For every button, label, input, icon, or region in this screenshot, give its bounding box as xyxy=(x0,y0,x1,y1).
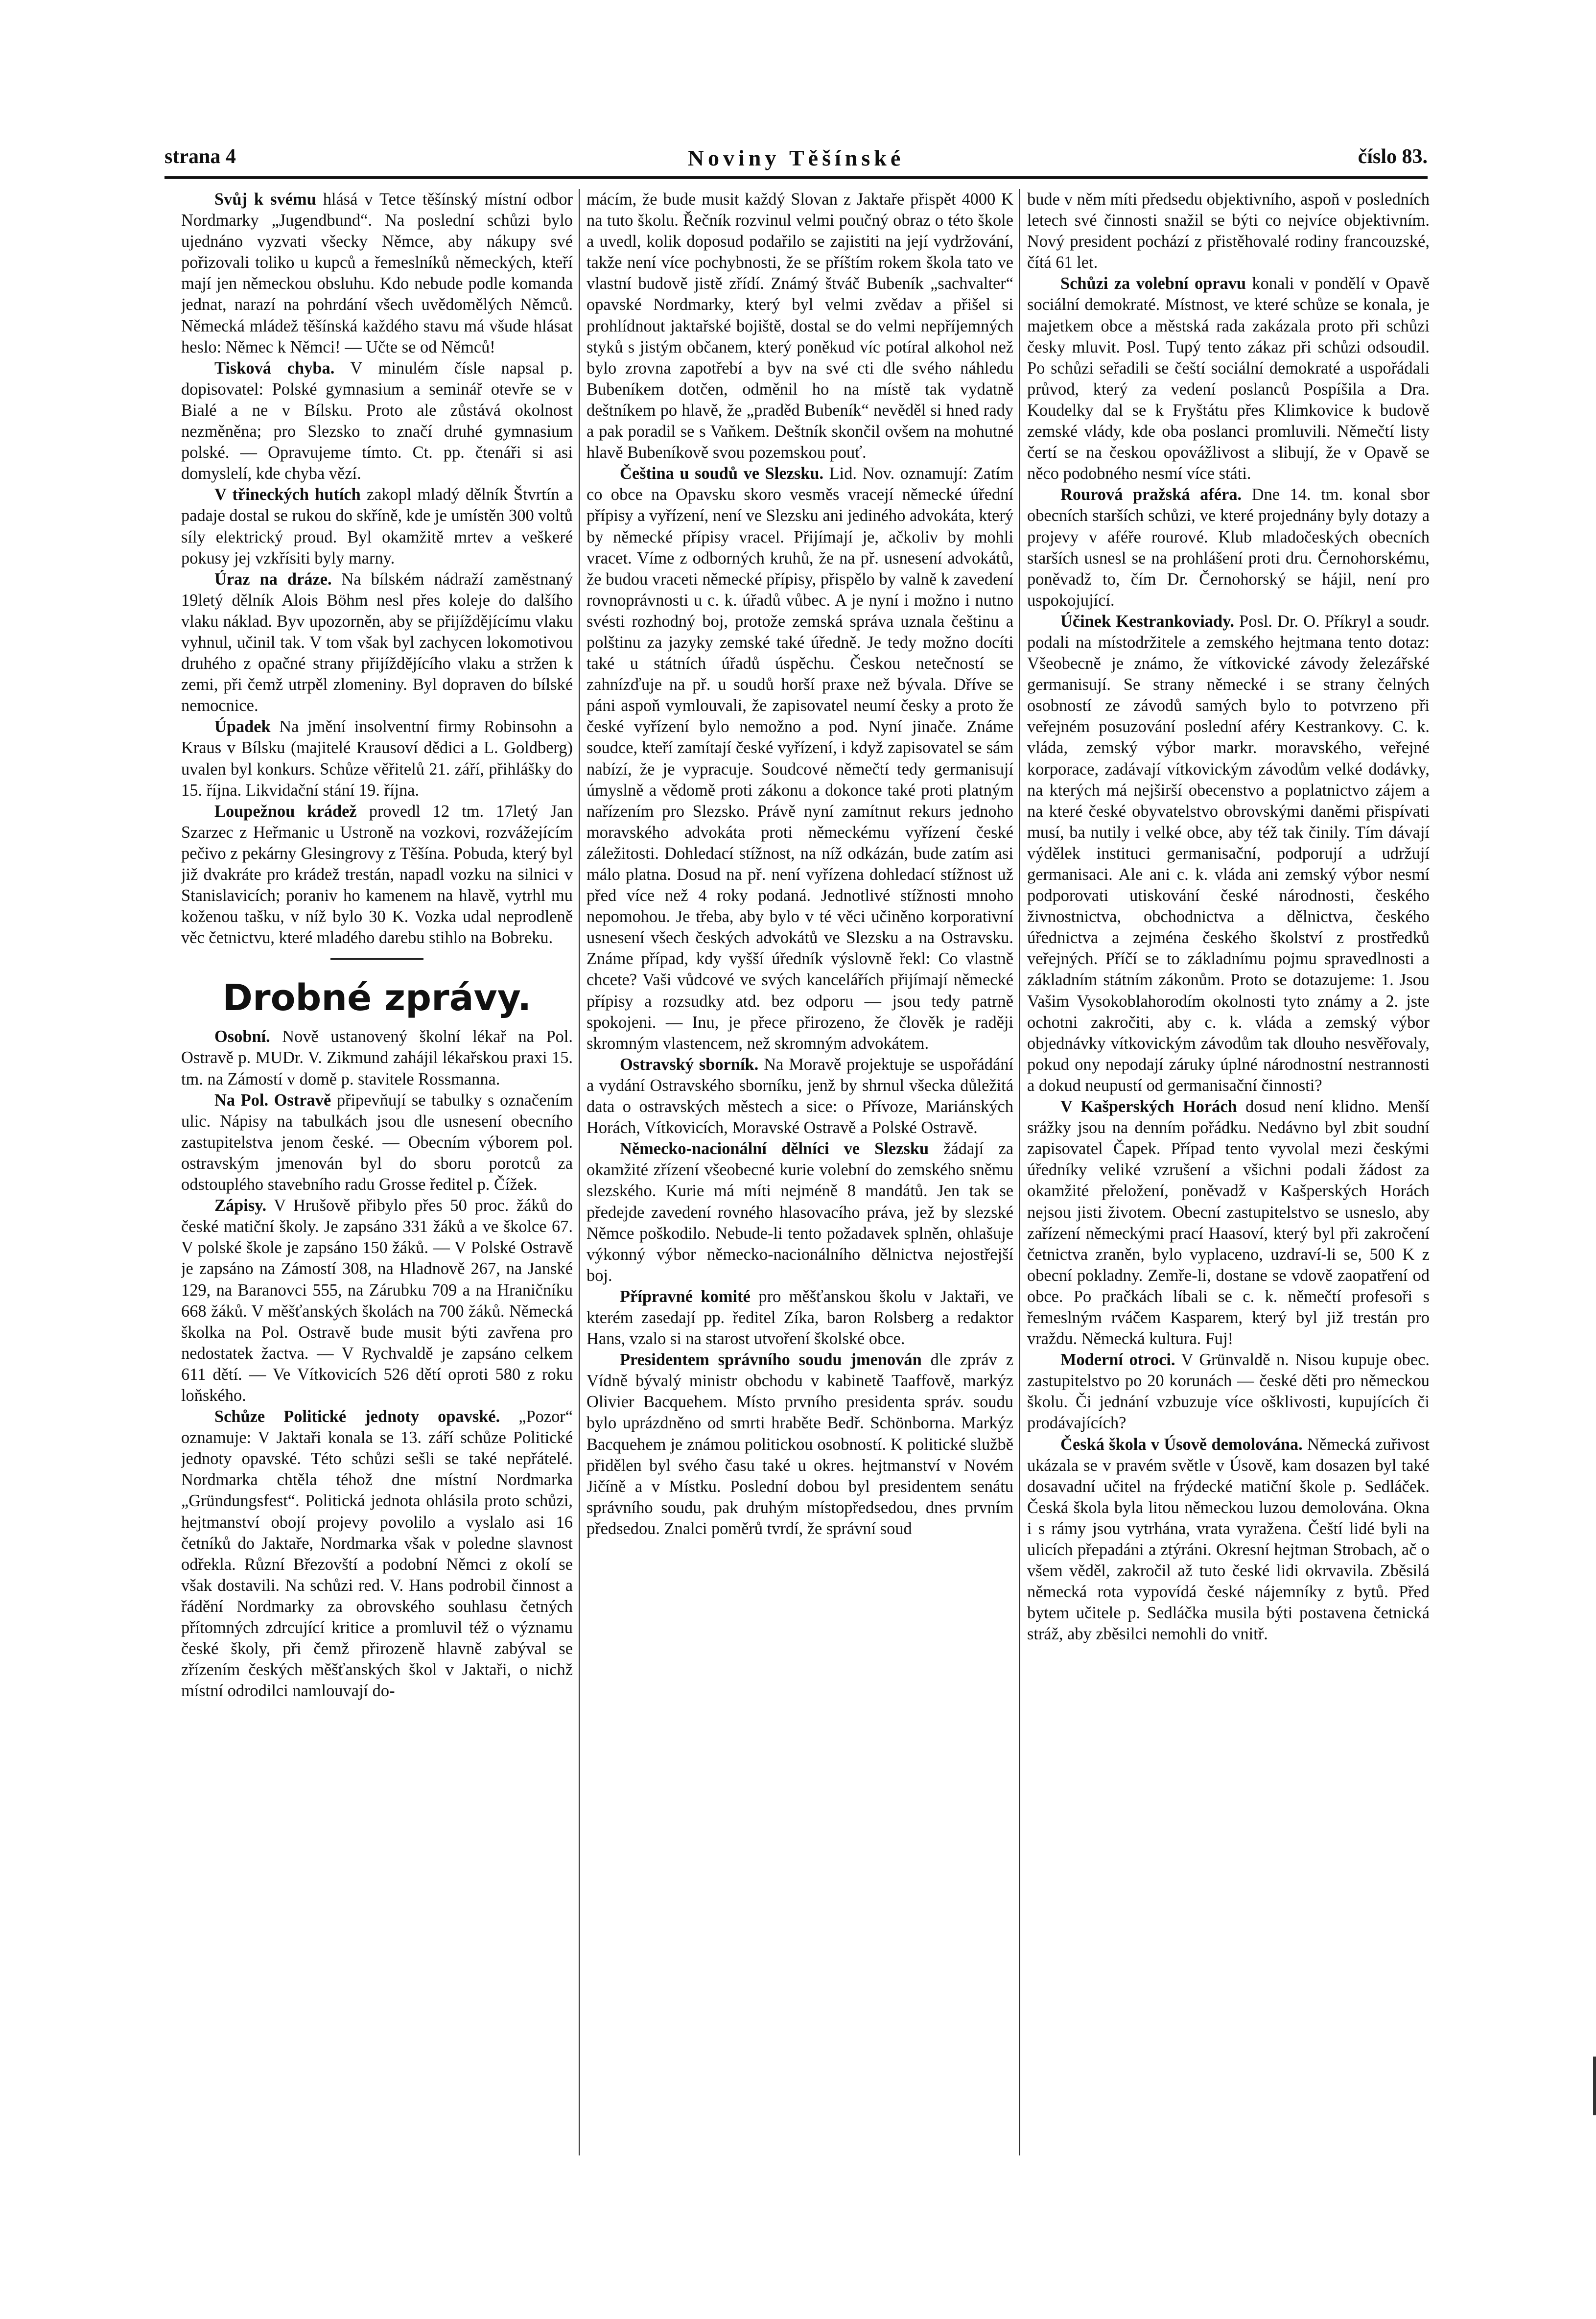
news-paragraph xyxy=(1027,1434,1430,1645)
news-text: dle zpráv z Vídně bývalý ministr obchodu v kabinetě Taaffově, markýz Olivier Bacquehem. Místo prvního presidenta správ. soudu bylo uprázdněno od smrti hraběte Bedř. Schönborna. Markýz Bacquehem je známou politickou osobností. K politické službě přidělen byl svého času také u okres. hejtmanství v Novém Jičíně a v Místku. Poslední dobou byl presidentem senátu správního soudu, pak druhým místopředsedou, dnes prvním předsedou. Znalci poměrů tvrdí, že správní soud xyxy=(587,1350,1013,1538)
news-paragraph xyxy=(181,358,573,485)
section-separator xyxy=(330,958,423,960)
news-paragraph xyxy=(181,716,573,801)
column-2 xyxy=(587,189,1013,2157)
news-headline: Osobní. xyxy=(214,1027,270,1046)
news-text: Na bílském nádraží zaměstnaný 19letý dělník Alois Böhm nesl přes koleje do dalšího vlaku náklad. Byv upozorněn, aby se přijíždějícímu vlaku vyhnul, učinil tak. V tom však byl zachycen lokomotivou druhého z opačné strany přijíždějícího vlaku a stržen k zemi, při čemž utrpěl zlomeniny. Byl dopraven do bílské nemocnice. xyxy=(181,569,573,715)
column-3-news xyxy=(1027,189,1430,1645)
news-text: Na Moravě projektuje se uspořádání a vydání Ostravského sborníku, jenž by shrnul všecka důležitá data o ostravských městech a sice: o Přívoze, Mariánských Horách, Vítkovicích, Moravské Ostravě a Polské Ostravě. xyxy=(587,1055,1013,1137)
news-text: mácím, že bude musit každý Slovan z Jaktaře přispět 4000 K na tuto školu. Řečník rozvinul velmi poučný obraz o této škole a uvedl, kolik doposud podařilo se zajistiti na její vydržování, takže není více pochybnosti, že se příštím rokem škola tato ve vlastní budově jistě zřídí. Známý štváč Bubeník „sachvalter“ opavské Nordmarky, který byl velmi zvědav a přišel si prohlídnout jaktařské bojiště, dostal se do velmi nepříjemných styků s jistým občanem, který poněkud víc potíral alkohol než bylo zrovna zapotřebí a byv na své cti dle svého náhledu Bubeníkem dotčen, odměnil ho na místě tak vydatně deštníkem po hlavě, že „praděd Bubeník“ nevěděl si hned rady a pak poradil se s Vaňkem. Deštník skončil ovšem na mohutné hlavě Bubeníkově svou pozemskou pouť. xyxy=(587,190,1013,462)
news-headline: Schůzi za volební opravu xyxy=(1060,274,1246,293)
news-headline: Úpadek xyxy=(214,717,271,736)
news-headline: Ostravský sborník. xyxy=(620,1055,759,1074)
news-text: Posl. Dr. O. Příkryl a soudr. podali na místodržitele a zemského hejtmana tento dotaz: Všeobecně je známo, že vítkovické závody železářské germanisují. Se strany německé i se strany čelných osobností ze závodů samých bylo to potvrzeno při veřejném posuzování poslední aféry Kestrankovy. C. k. vláda, zemský výbor markr. moravského, veřejné korporace, zadávají vítkovickým závodům velké dodávky, na kterých má nejširší obecenstvo a poplatnictvo zájem a na které české obyvatelstvo obrovskými daněmi přispívati musí, ba nutily i velké obce, aby též tak činily. Tím dávají výdělek instituci germanisační, podporují a udržují germanisaci. Ale ani c. k. vláda ani zemský výbor nesmí podporovati utiskování české národnosti, českého živnostnictva, obchodnictva a dělnictva, českého úřednictva a zejména českého školství z prostředků veřejných. Příčí se to základnímu pojmu spravedlnosti a základním státním zákonům. Proto se dotazujeme: 1. Jsou Vašim Vysokoblahorodím okolnosti tyto známy a 2. jste ochotni zakročiti, aby c. k. vláda a zemský výbor objednávky vítkovickým závodům tak dlouho nesvěřovaly, pokud ony nepodají záruky úplné národnostní nestrannosti a dokud neupustí od germanisační činnosti? xyxy=(1027,612,1430,1095)
news-text: dosud není klidno. Menší srážky jsou na denním pořádku. Nedávno byl zbit soudní zapisovatel Čapek. Případ tento vyvolal mezi českými úředníky veliké vzrušení a všichni podali žádost za okamžité přeložení, poněvadž v Kašperských Horách nejsou jisti životem. Obecní zastupitelstvo se usneslo, aby zařízení německými prací Haasoví, který byl při zakročení četnictva zraněn, bylo vyplaceno, uzdraví-li se, 500 K z obecní pokladny. Zemře-li, dostane se vdově zaopatření od obce. Po pračkách líbali se c. k. němečtí profesoři s řemeslným rváčem Kasparem, který byl již trestán pro vraždu. Německá kultura. Fuj! xyxy=(1027,1097,1430,1349)
news-paragraph xyxy=(181,1090,573,1195)
page-number: strana 4 xyxy=(164,145,236,168)
news-paragraph xyxy=(587,189,1013,463)
column-1-news xyxy=(181,189,573,948)
page-header xyxy=(164,145,1428,174)
news-headline: Čeština u soudů ve Slezsku. xyxy=(620,464,824,483)
news-paragraph xyxy=(1027,611,1430,1096)
news-headline: Na Pol. Ostravě xyxy=(214,1090,331,1110)
news-headline: Zápisy. xyxy=(214,1196,267,1215)
news-text: provedl 12 tm. 17letý Jan Szarzec z Heřmanic u Ustroně na vozkovi, rozvážejícím pečivo z pekárny Glesingrovy z Těšína. Pobuda, který byl již dvakráte pro krádež trestán, napadl vozku na silnici v Stanislavicích; poraniv ho kamenem na hlavě, vytrhl mu koženou tašku, v níž bylo 30 K. Vozka udal neprodleně věc četnictvu, které mladého darebu stihlo na Bobreku. xyxy=(181,802,573,947)
news-text: zakopl mladý dělník Štvrtín a padaje dostal se rukou do skříně, kde je umístěn 300 voltů síly elektrický proud. Byl okamžitě mrtev a veškeré pokusy jej vzkřísiti byly marny. xyxy=(181,485,573,568)
news-text: žádají za okamžité zřízení všeobecné kurie volební do zemského sněmu slezského. Kurie má míti nejméně 8 mandátů. Jen tak se předejde zavedení rovného hlasovacího práva, jež by slezské Němce poškodilo. Nebude-li tento požadavek splněn, ohlašuje výkonný výbor německo-nacionálního dělnictva nejostřejší boj. xyxy=(587,1139,1013,1285)
column-3 xyxy=(1027,189,1430,2157)
news-text: „Pozor“ oznamuje: V Jaktaři konala se 13. září schůze Politické jednoty opavské. Této schůzi sešli se také nepřátelé. Nordmarka chtěla téhož dne místní Nordmarka „Gründungsfest“. Politická jednota ohlásila proto schůzi, hejtmanství obojí projevy povolilo a vyslalo asi 16 četníků do Jaktaře, Nordmarka však v poledne slavnost odřekla. Různí Březovští a podobní Němci z okolí se však dostavili. Na schůzi red. V. Hans podrobil činnost a řádění Nordmarky za obrovského souhlasu četných přítomných zdrcující kritice a promluvil též o významu české školy, při čemž přirozeně hlavně zabýval se zřízením českých měšťanských škol v Jaktaři, o nichž místní odrodilci namlouvají do- xyxy=(181,1407,573,1701)
news-paragraph xyxy=(1027,189,1430,273)
column-1 xyxy=(181,189,573,2157)
news-text: Nově ustanovený školní lékař na Pol. Ostravě p. MUDr. V. Zikmund zahájil lékařskou praxi 15. tm. na Zámostí v domě p. stavitele Rossmanna. xyxy=(181,1027,573,1089)
news-paragraph xyxy=(181,801,573,949)
news-paragraph xyxy=(181,569,573,717)
news-headline: Rourová pražská aféra. xyxy=(1060,485,1242,504)
section-title: Drobné zprávy. xyxy=(222,977,532,1019)
news-paragraph xyxy=(587,1349,1013,1539)
news-text: Na jmění insolventní firmy Robinsohn a Kraus v Bílsku (majitelé Krausoví dědici a L. Goldberg) uvalen byl konkurs. Schůze věřitelů 21. září, přihlášky do 15. října. Likvidační stání 19. října. xyxy=(181,717,573,800)
newspaper-title: Noviny Těšínské xyxy=(687,145,905,170)
column-divider xyxy=(579,189,580,2155)
news-text: V minulém čísle napsal p. dopisovatel: Polské gymnasium a seminář otevře se v Bialé a ne v Bílsku. Proto ale zůstává okolnost nezměněna; pro Slezsko to značí druhé gymnasium polské. — Opravujeme tímto. Ct. pp. čtenáři si asi domyslelí, kde chyba vězí. xyxy=(181,358,573,483)
column-2-news xyxy=(587,189,1013,1539)
news-paragraph xyxy=(587,1054,1013,1138)
news-paragraph xyxy=(181,1406,573,1702)
column-1-short-news xyxy=(181,1026,573,1702)
news-headline: Přípravné komité xyxy=(620,1287,751,1306)
news-headline: Svůj k svému xyxy=(214,190,316,209)
news-headline: Německo-nacionální dělníci ve Slezsku xyxy=(620,1139,929,1159)
news-text: bude v něm míti předsedu objektivního, aspoň v posledních letech své činnosti snažil se býti co nejvíce objektivním. Nový president pochází z přistěhovalé rodiny francouzské, čítá 61 let. xyxy=(1027,190,1430,272)
news-text: konali v pondělí v Opavě sociální demokraté. Místnost, ve které schůze se konala, je majetkem obce a městská rada zakázala proto při schůzi česky mluvit. Posl. Tupý tento zákaz při schůzi odsoudil. Po schůzi seřadili se čeští sociální demokraté a uspořádali průvod, který za vedení poslanců Pospíšila a Dra. Koudelky dal se k Fryštátu přes Klimkovice k budově zemské vlády, kde oba poslanci promluvili. Němečtí listy čertí se na českou opovážlivost a slibují, že v Opavě se něco podobného nesmí více státi. xyxy=(1027,274,1430,483)
news-headline: Moderní otroci. xyxy=(1060,1350,1175,1370)
news-text: V Grünvaldě n. Nisou kupuje obec. zastupitelstvo po 20 korunách — české děti pro německou školu. Či jednání vzbuzuje více ošklivosti, kupujících či prodávajících? xyxy=(1027,1350,1430,1433)
header-rule xyxy=(164,176,1428,179)
news-text: Lid. Nov. oznamují: Zatím co obce na Opavsku skoro vesměs vracejí německé úřední přípisy a vyřízení, není ve Slezsku ani jediného advokáta, který by německé přípisy vracel. Přijímají je, ačkoliv by mohli vracet. Víme z odborných kruhů, že na př. usnesení advokátů, že budou vraceti německé přípisy, přispělo by valně k zavedení rovnoprávnosti u c. k. úřadů vůbec. A je nyní i možno i nutno svésti rozhodný boj, protože zemská správa uznala češtinu a polštinu za jazyky zemské také úředně. Je tedy možno docíti také u státních úřadů úspěchu. Českou netečností se zahnízďuje na př. u soudů horší praxe než bývala. Dříve se páni aspoň vymlouvali, že zapisovatel neumí česky a proto že české vyřízení bylo nemožno a pod. Nyní jinače. Známe soudce, kteří zamítají české vyřízení, i když zapisovatel se sám nabízí, že je vypracuje. Soudcové němečtí tedy germanisují úmyslně a vědomě proti zákonu a dokonce také proti platným nařízením pro Slezsko. Právě nyní zamítnut rekurs jednoho moravského advokáta proti německému vyřízení české záležitosti. Dohledací stížnost, na níž odkázán, bude zatím asi málo platna. Dosud na př. není vyřízena dohledací stížnost už před více než 4 roky podaná. Jednotlivé stížnosti mnoho nepomohou. Je třeba, aby bylo v té věci učiněno korporativní usnesení všech českých advokátů ve Slezsku a na Ostravsku. Známe případ, kdy vyšší úředník výslovně řekl: Co vlastně chcete? Vaši vůdcové ve svých kancelářích přijímají německé přípisy a rozsudky atd. bez odporu — jsou tedy patrně spokojeni. — Inu, je přece přirozeno, že člověk je raději skromným vlastencem, než skromným advokátem. xyxy=(587,464,1013,1053)
news-paragraph xyxy=(1027,1349,1430,1434)
news-headline: Schůze Politické jednoty opavské. xyxy=(214,1407,500,1426)
news-paragraph xyxy=(1027,484,1430,611)
news-paragraph xyxy=(587,463,1013,1054)
news-headline: Tisková chyba. xyxy=(214,358,335,378)
news-paragraph xyxy=(587,1138,1013,1286)
scan-edge-mark xyxy=(1593,2057,1596,2115)
news-text: V Hrušově přibylo přes 50 proc. žáků do české matiční školy. Je zapsáno 331 žáků a ve školce 67. V polské škole je zapsáno 150 žáků. — V Polské Ostravě je zapsáno na Zámostí 308, na Hladnově 267, na Janské 129, na Baranovci 555, na Zárubku 709 a na Hraničníku 668 žáků. V měšťanských školách na 700 žáků. Německá školka na Pol. Ostravě bude musit býti zavřena pro nedostatek žactva. — V Rychvaldě je zapsáno celkem 611 dětí. — Ve Vítkovicích 526 dětí oproti 580 z roku loňského. xyxy=(181,1196,573,1405)
news-headline: Loupežnou krádež xyxy=(214,802,357,821)
news-headline: Česká škola v Úsově demolována. xyxy=(1060,1435,1303,1454)
news-text: Německá zuřivost ukázala se v pravém světle v Úsově, kam dosazen byl také dosavadní učitel na frýdecké matiční škole p. Sedláček. Česká škola byla litou německou luzou demolována. Okna i s rámy jsou vytrhána, vrata vyražena. Čeští lidé byli na ulicích přepadáni a ztýráni. Okresní hejtman Strobach, ač o všem věděl, zakročil až tuto české lidi okrvavila. Zběsilá německá rota vypovídá české nájemníky z bytů. Před bytem učitele p. Sedláčka musila býti postavena četnická stráž, aby zběsilci nemohli do vnitř. xyxy=(1027,1435,1430,1644)
news-headline: V třineckých hutích xyxy=(214,485,361,504)
news-paragraph xyxy=(181,1026,573,1089)
news-headline: Účinek Kestrankoviady. xyxy=(1060,612,1235,631)
news-paragraph xyxy=(181,189,573,358)
news-headline: Presidentem správního soudu jmenován xyxy=(620,1350,922,1370)
news-paragraph xyxy=(1027,273,1430,484)
news-text: Dne 14. tm. konal sbor obecních starších schůzi, ve které projednány byly dotazy a projevy v aféře rourové. Klub mladočeských obecních starších usnesl se na prohlášení proti dru. Černohorskému, poněvadž to, čím Dr. Černohorský se hájil, není pro uspokojující. xyxy=(1027,485,1430,610)
news-text: připevňují se tabulky s označením ulic. Nápisy na tabulkách jsou dle usnesení obecního zastupitelstva jenom české. — Obecním výborem pol. ostravským jmenován byl do sboru porotců za odstouplého stavebního radu Grosse ředitel p. Čížek. xyxy=(181,1090,573,1194)
news-headline: V Kašperských Horách xyxy=(1060,1097,1237,1116)
news-text: pro měšťanskou školu v Jaktaři, ve kterém zasedají pp. ředitel Zíka, baron Rolsberg a redaktor Hans, vzalo si na starost utvoření školské obce. xyxy=(587,1287,1013,1349)
news-headline: Úraz na dráze. xyxy=(214,569,332,589)
news-paragraph xyxy=(181,1195,573,1406)
news-text: hlásá v Tetce těšínský místní odbor Nordmarky „Jugendbund“. Na poslední schůzi bylo ujednáno vyzvati všecky Němce, aby nákupy své pořizovali toliko u kupců a řemeslníků německých, kteří mají jen německou obsluhu. Kdo nebude podle komanda jednat, narazí na pohrdání všech uvědomělých Němců. Německá mládež těšínská každého stavu má všude hlásat heslo: Němec k Němci! — Učte se od Němců! xyxy=(181,190,573,356)
issue-number: číslo 83. xyxy=(1358,145,1428,168)
column-divider xyxy=(1019,189,1020,2155)
news-paragraph xyxy=(587,1286,1013,1349)
news-paragraph xyxy=(1027,1096,1430,1349)
news-paragraph xyxy=(181,484,573,568)
